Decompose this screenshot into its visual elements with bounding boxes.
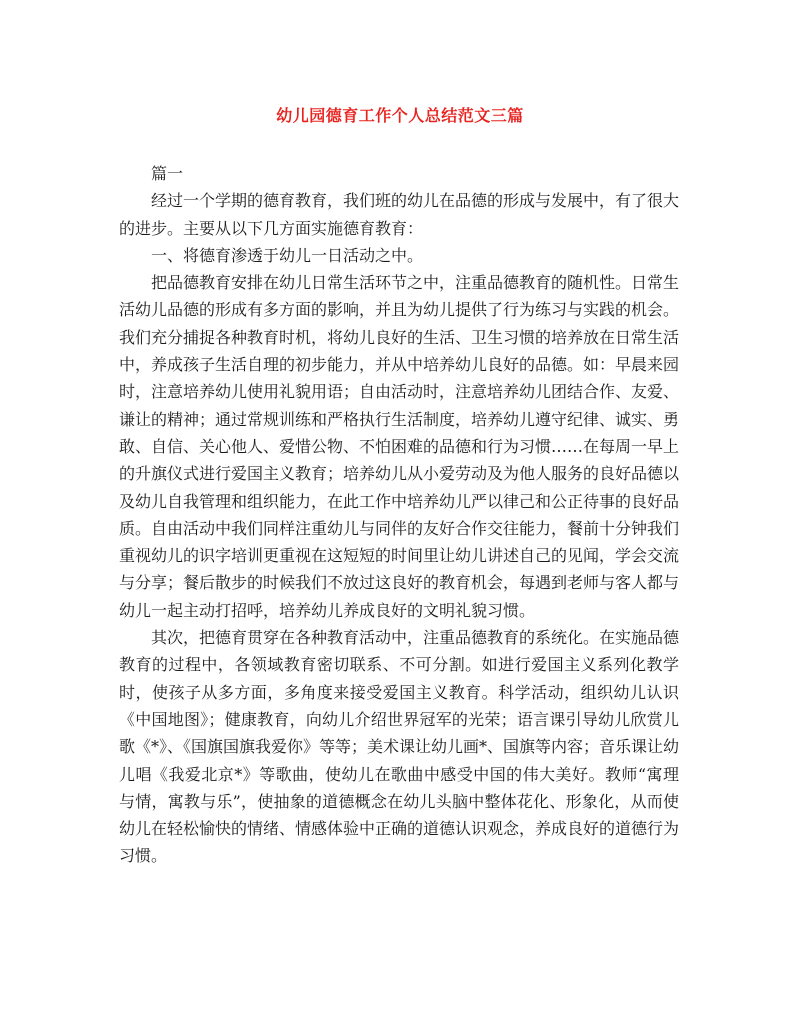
paragraph: 把品德教育安排在幼儿日常生活环节之中，注重品德教育的随机性。日常生活幼儿品德的形成有多方面的影响，并且为幼儿提供了行为练习与实践的机会。我们充分捕捉各种教育时机，将幼儿良好的生活、卫生习惯的培养放在日常生活中，养成孩子生活自理的初步能力，并从中培养幼儿良好的品德。如：早晨来园时，注意培养幼儿使用礼貌用语；自由活动时，注意培养幼儿团结合作、友爱、谦让的精神；通过常规训练和严格执行生活制度，培养幼儿遵守纪律、诚实、勇敢、自信、关心他人、爱惜公物、不怕困难的品德和行为习惯……在每周一早上的升旗仪式进行爱国主义教育；培养幼儿从小爱劳动及为他人服务的良好品德以及幼儿自我管理和组织能力，在此工作中培养幼儿严以律己和公正待事的良好品质。自由活动中我们同样注重幼儿与同伴的友好合作交往能力，餐前十分钟我们重视幼儿的识字培训更重视在这短短的时间里让幼儿讲述自己的见闻，学会交流与分享；餐后散步的时候我们不放过这良好的教育机会，每遇到老师与客人都与幼儿一起主动打招呼，培养幼儿养成良好的文明礼貌习惯。 <box>119 273 680 620</box>
document-title: 幼儿园德育工作个人总结范文三篇 <box>276 106 524 125</box>
document-body <box>119 160 679 870</box>
paragraph: 一、将德育渗透于幼儿一日活动之中。 <box>151 245 424 265</box>
paragraph: 经过一个学期的德育教育，我们班的幼儿在品德的形成与发展中，有了很大的进步。主要从以下几方面实施德育教育： <box>119 191 680 238</box>
paragraph: 其次，把德育贯穿在各种教育活动中，注重品德教育的系统化。在实施品德教育的过程中，各领域教育密切联系、不可分割。如进行爱国主义系列化教学时，使孩子从多方面，多角度来接受爱国主义教育。科学活动，组织幼儿认识《中国地图》；健康教育，向幼儿介绍世界冠军的光荣；语言课引导幼儿欣赏儿歌《*》、《国旗国旗我爱你》等等；美术课让幼儿画*、国旗等内容；音乐课让幼儿唱《我爱北京*》等歌曲，使幼儿在歌曲中感受中国的伟大美好。教师“寓理与情，寓教与乐”，使抽象的道德概念在幼儿头脑中整体花化、形象化，从而使幼儿在轻松愉快的情绪、情感体验中正确的道德认识观念，养成良好的道德行为习惯。 <box>119 628 680 866</box>
section-heading: 篇一 <box>151 164 184 183</box>
